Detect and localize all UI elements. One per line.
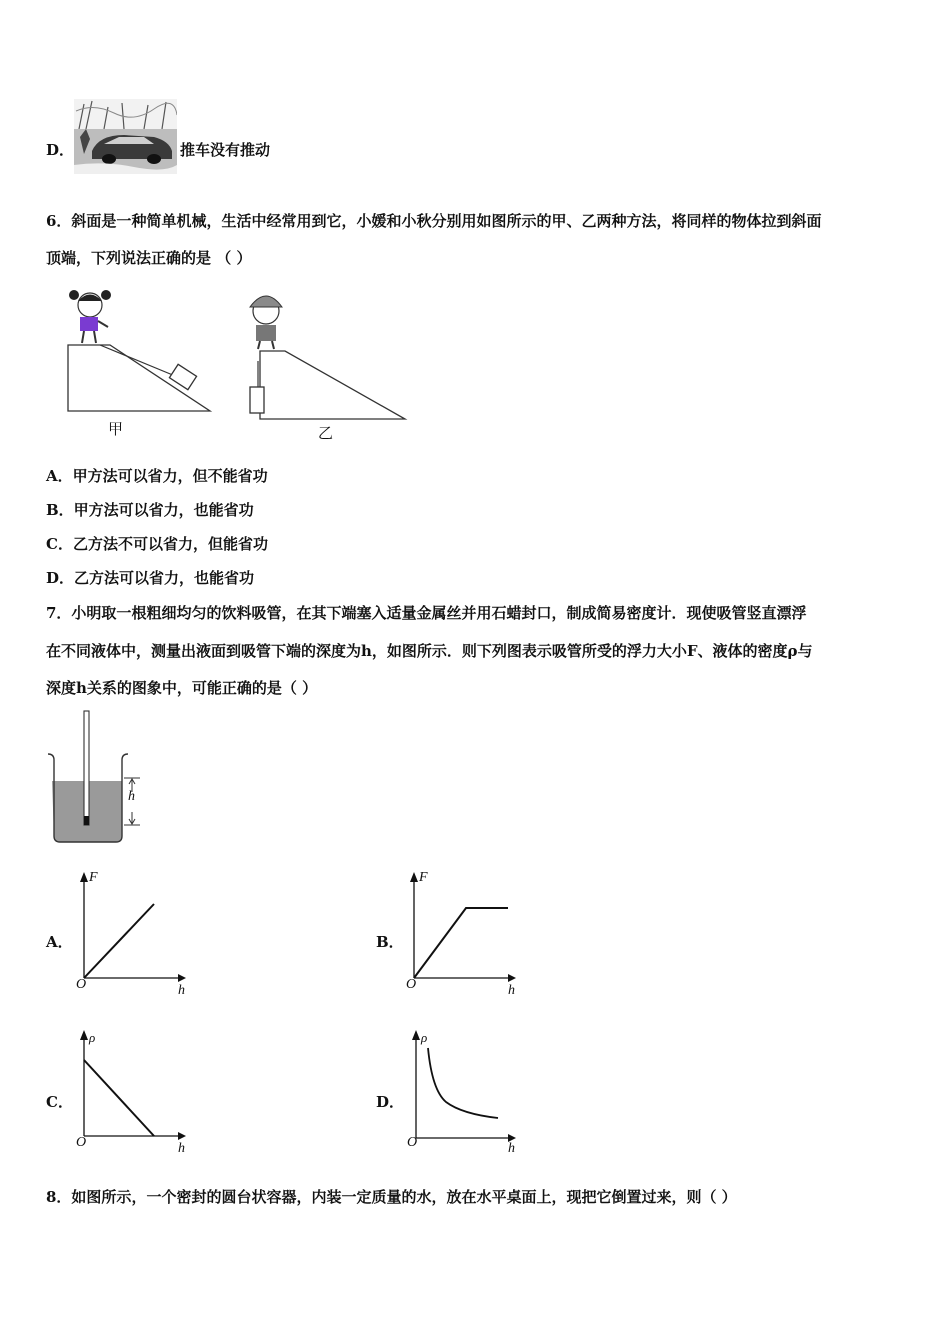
figure-label-yi: 乙 <box>318 424 334 442</box>
graph-d-curve <box>428 1048 498 1118</box>
graph-d-y-label: ρ <box>421 1030 428 1045</box>
beaker-figure <box>44 708 154 848</box>
graph-c-origin: O <box>76 1135 87 1150</box>
graph-b-origin: O <box>406 977 417 992</box>
graph-a-x-label: h <box>178 983 185 998</box>
incline-yi <box>250 296 405 419</box>
q7-stem-line3: 深度h关系的图象中，可能正确的是（ ） <box>46 679 318 697</box>
graph-a-y-label: F <box>89 870 98 885</box>
graph-a <box>72 868 192 992</box>
q6-option-d: D．乙方法可以省力，也能省功 <box>46 569 255 587</box>
graph-b-y-label: F <box>419 870 428 885</box>
snow-car-photo <box>74 99 177 174</box>
graph-d <box>402 1026 522 1150</box>
incline-jia <box>68 290 210 411</box>
q6-stem-line1: 6．斜面是一种简单机械，生活中经常用到它，小媛和小秋分别用如图所示的甲、乙两种方法，将同样的物体拉到斜面 <box>46 212 822 230</box>
graph-a-origin: O <box>76 977 87 992</box>
graph-c-x-label: h <box>178 1141 185 1156</box>
q5-option-d-letter: D． <box>46 141 75 159</box>
q6-stem-line2: 顶端，下列说法正确的是 （ ） <box>46 249 252 267</box>
q6-option-b: B．甲方法可以省力，也能省功 <box>46 501 254 519</box>
q6-option-c: C．乙方法不可以省力，但能省功 <box>46 535 268 553</box>
graph-a-line <box>84 904 154 978</box>
q5-option-d-text: 推车没有推动 <box>180 141 271 159</box>
figure-label-jia: 甲 <box>108 420 124 438</box>
graph-d-x-label: h <box>508 1141 515 1156</box>
q6-option-a: A．甲方法可以省力，但不能省功 <box>46 467 268 485</box>
graph-d-origin: O <box>407 1135 418 1150</box>
graph-b-x-label: h <box>508 983 515 998</box>
graph-b <box>402 868 522 992</box>
graph-c-line <box>84 1060 154 1136</box>
beaker-h-label: h <box>128 789 135 804</box>
graph-b-letter: B． <box>376 933 404 951</box>
graph-c-y-label: ρ <box>89 1030 96 1045</box>
q7-stem-line1: 7．小明取一根粗细均匀的饮料吸管，在其下端塞入适量金属丝并用石蜡封口，制成简易密度计．现使吸管竖直漂浮 <box>46 604 807 622</box>
graph-d-letter: D． <box>376 1093 405 1111</box>
graph-c-letter: C． <box>46 1093 73 1111</box>
graph-a-letter: A． <box>46 933 73 951</box>
q7-stem-line2: 在不同液体中，测量出液面到吸管下端的深度为h，如图所示．则下列图表示吸管所受的浮力大小F、液体的密度ρ与 <box>46 642 813 660</box>
graph-b-line <box>414 908 508 978</box>
q8-stem-line1: 8．如图所示，一个密封的圆台状容器，内装一定质量的水，放在水平桌面上，现把它倒置过来，则（ ） <box>46 1188 737 1206</box>
